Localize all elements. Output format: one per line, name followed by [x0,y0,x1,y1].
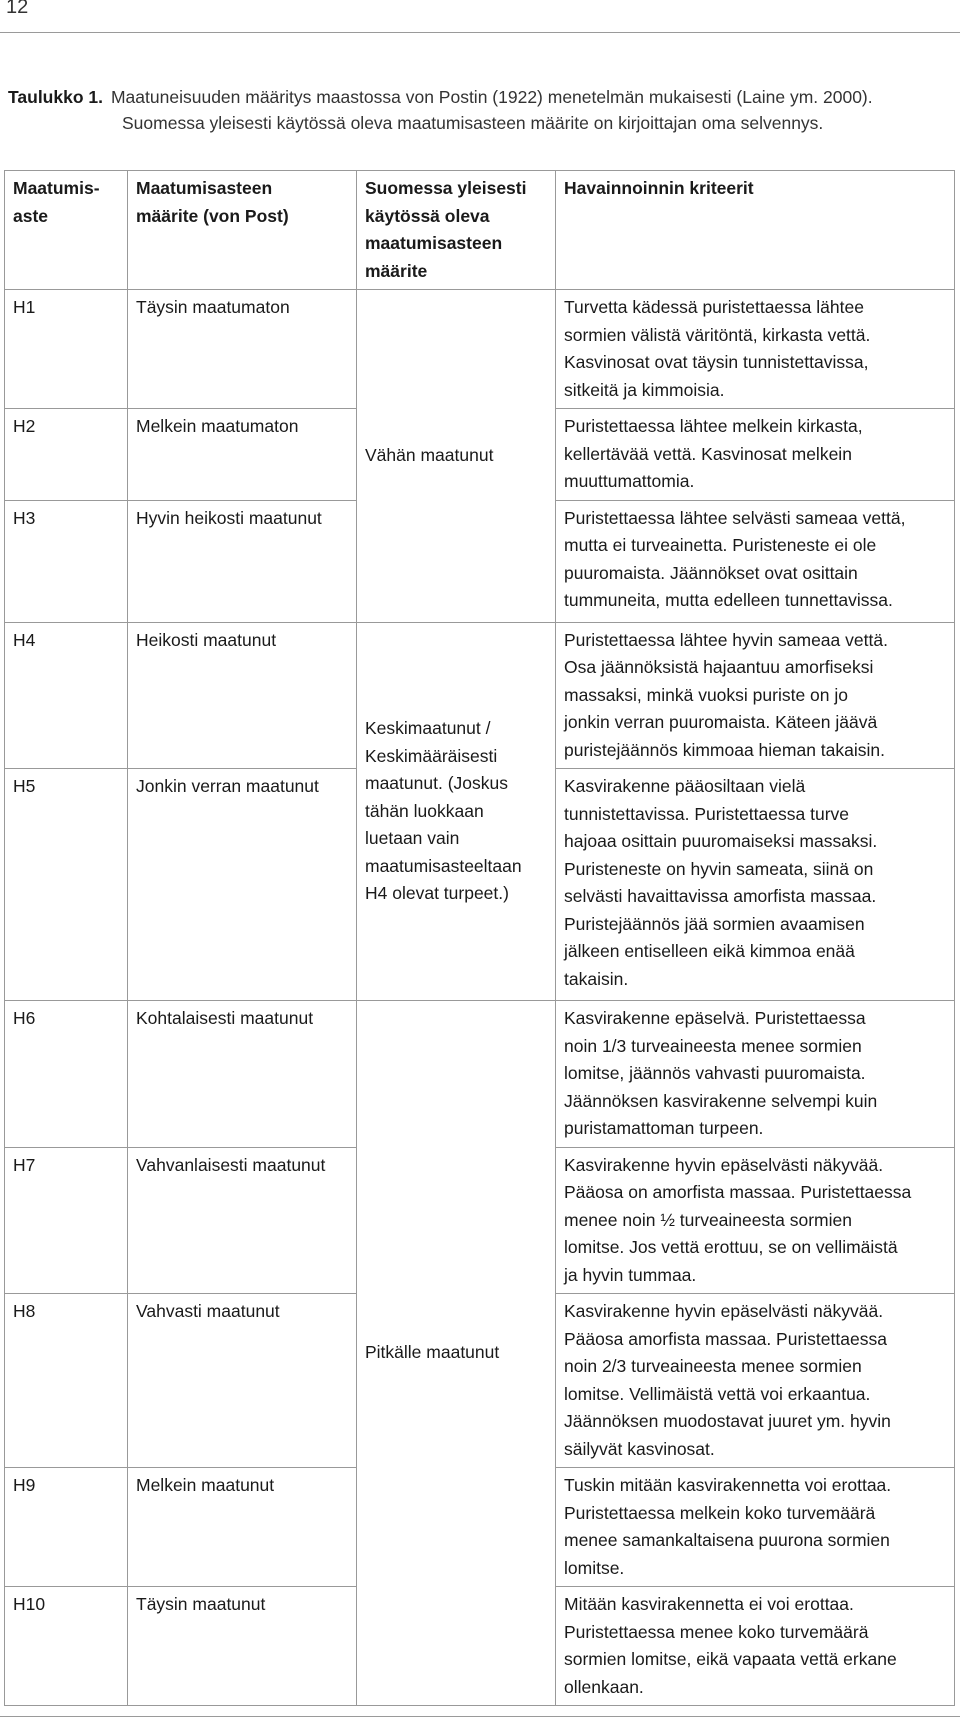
group-label-line: luetaan vain [365,828,460,848]
criteria-line: Puristeneste on hyvin sameata, siinä on [564,858,874,879]
caption-label: Taulukko 1. [8,87,103,107]
header-degree-line-1: Maatumis- [13,178,100,198]
table-caption [8,84,956,136]
degree-description: Jonkin verran maatunut [128,769,357,1001]
criteria-line: jälkeen entiselleen eikä kimmoa enää [564,941,855,961]
header-common-term-line-1: Suomessa yleisesti [365,178,527,198]
group-cell-low [357,290,556,623]
criteria-line: sormien lomitse, eikä vapaata vettä erkane [564,1649,897,1669]
header-common-term [357,171,556,290]
header-common-term-line-2: käytössä oleva [365,205,490,226]
group-label: Vähän maatunut [365,445,494,465]
degree-description: Täysin maatumaton [128,290,357,409]
criteria-line: lomitse. Jos vettä erottuu, se on vellimäistä [564,1237,898,1257]
criteria-line: Pääosa on amorfista massaa. Puristettaessa [564,1182,912,1202]
header-degree-line-2: aste [13,205,49,226]
degree-description: Vahvanlaisesti maatunut [128,1147,357,1294]
group-label-line: maatumisasteeltaan [365,855,522,876]
degree-description: Hyvin heikosti maatunut [128,500,357,622]
criteria-line: Puristettaessa menee koko turvemäärä [564,1621,869,1642]
caption-line-2: Suomessa yleisesti käytössä oleva maatumisasteen määrite on kirjoittajan oma selvennys. [122,113,824,133]
criteria-line: jonkin verran puuromaista. Käteen jäävä [564,712,878,732]
criteria-cell [556,622,955,769]
criteria-line: Kasvirakenne hyvin epäselvästi näkyvää. [564,1154,884,1175]
caption-line-1: Maatuneisuuden määritys maastossa von Postin (1922) menetelmän mukaisesti (Laine ym. 2000). [110,87,873,107]
criteria-cell [556,1468,955,1587]
criteria-line: Kasvirakenne epäselvä. Puristettaessa [564,1008,866,1028]
group-cell-medium [357,622,556,1001]
criteria-line: puristejäännös kimmoaa hieman takaisin. [564,739,885,760]
criteria-line: lomitse, jäännös vahvasti puuromaista. [564,1063,866,1083]
criteria-cell [556,1587,955,1706]
header-von-post-line-1: Maatumisasteen [136,178,273,198]
degree-code: H1 [5,290,128,409]
degree-code: H7 [5,1147,128,1294]
criteria-line: menee samankaltaisena puurona sormien [564,1530,890,1550]
criteria-line: puuromaista. Jäännökset ovat osittain [564,562,858,583]
criteria-line: Jäännöksen muodostavat juuret ym. hyvin [564,1411,891,1431]
criteria-line: sitkeitä ja kimmoisia. [564,379,725,400]
degree-code: H4 [5,622,128,769]
criteria-line: Tuskin mitään kasvirakennetta voi erottaa. [564,1475,892,1495]
criteria-line: selvästi havaittavissa amorfista massaa. [564,886,877,906]
degree-description: Heikosti maatunut [128,622,357,769]
degree-code: H2 [5,409,128,501]
criteria-line: tunnistettavissa. Puristettaessa turve [564,803,849,824]
criteria-cell [556,1001,955,1148]
table-row [5,290,955,409]
criteria-line: lomitse. Vellimäistä vettä voi erkaantua. [564,1383,871,1404]
criteria-line: Jäännöksen kasvirakenne selvempi kuin [564,1090,878,1111]
degree-code: H5 [5,769,128,1001]
table-header-row [5,171,955,290]
criteria-line: ja hyvin tummaa. [564,1264,697,1285]
degree-description: Täysin maatunut [128,1587,357,1706]
criteria-line: sormien välistä väritöntä, kirkasta vettä. [564,324,871,345]
header-degree [5,171,128,290]
degree-code: H10 [5,1587,128,1706]
degree-code: H6 [5,1001,128,1148]
criteria-line: Kasvirakenne pääosiltaan vielä [564,776,806,796]
criteria-line: massaksi, minkä vuoksi puriste on jo [564,684,848,705]
criteria-line: säilyvät kasvinosat. [564,1438,715,1459]
degree-description: Melkein maatumaton [128,409,357,501]
criteria-line: kellertävää vettä. Kasvinosat melkein [564,443,852,464]
group-label-line: tähän luokkaan [365,800,484,821]
criteria-line: Mitään kasvirakennetta ei voi erottaa. [564,1594,854,1614]
degree-description: Melkein maatunut [128,1468,357,1587]
group-label-line: H4 olevat turpeet.) [365,883,509,903]
degree-description: Kohtalaisesti maatunut [128,1001,357,1148]
criteria-line: puristamattoman turpeen. [564,1118,764,1138]
criteria-cell [556,409,955,501]
criteria-cell [556,290,955,409]
criteria-line: menee noin ½ turveaineesta sormien [564,1209,852,1230]
criteria-cell [556,1147,955,1294]
header-common-term-line-3: maatumisasteen [365,233,503,253]
header-criteria: Havainnoinnin kriteerit [556,171,955,290]
group-label-line: Keskimaatunut / [365,718,491,738]
criteria-cell [556,1294,955,1468]
criteria-cell [556,500,955,622]
criteria-line: mutta ei turveainetta. Puristeneste ei ole [564,535,877,555]
group-label: Pitkälle maatunut [365,1342,500,1363]
table-row [5,1001,955,1148]
page-number: 12 [6,0,29,18]
criteria-line: Puristejäännös jää sormien avaamisen [564,913,865,934]
degree-code: H3 [5,500,128,622]
criteria-line: takaisin. [564,968,629,989]
footer-rule [0,1716,960,1717]
group-label-line: maatunut. (Joskus [365,773,508,793]
criteria-line: Osa jäännöksistä hajaantuu amorfiseksi [564,657,874,677]
criteria-line: Kasvinosat ovat täysin tunnistettavissa, [564,352,869,372]
criteria-line: Puristettaessa lähtee melkein kirkasta, [564,416,863,436]
criteria-line: Puristettaessa melkein koko turvemäärä [564,1502,876,1523]
header-von-post [128,171,357,290]
degree-code: H8 [5,1294,128,1468]
header-rule [0,32,960,33]
header-von-post-line-2: määrite (von Post) [136,205,289,226]
criteria-line: muuttumattomia. [564,471,695,491]
criteria-line: noin 1/3 turveaineesta menee sormien [564,1035,862,1056]
decomposition-table [4,170,955,1706]
degree-description: Vahvasti maatunut [128,1294,357,1468]
criteria-cell [556,769,955,1001]
criteria-line: noin 2/3 turveaineesta menee sormien [564,1356,862,1376]
header-common-term-line-4: määrite [365,260,428,281]
criteria-line: Puristettaessa lähtee selvästi sameaa vettä, [564,507,906,528]
degree-code: H9 [5,1468,128,1587]
criteria-line: ollenkaan. [564,1676,644,1697]
criteria-line: Turvetta kädessä puristettaessa lähtee [564,297,864,317]
criteria-line: Kasvirakenne hyvin epäselvästi näkyvää. [564,1301,884,1321]
group-cell-high [357,1001,556,1706]
criteria-line: Puristettaessa lähtee hyvin sameaa vettä. [564,629,888,650]
criteria-line: lomitse. [564,1557,625,1578]
criteria-line: Pääosa amorfista massaa. Puristettaessa [564,1328,887,1349]
group-label-line: Keskimääräisesti [365,745,498,766]
criteria-line: hajoaa osittain puuromaiseksi massaksi. [564,831,878,851]
table-row [5,622,955,769]
criteria-line: tummuneita, mutta edelleen tunnettavissa. [564,590,893,610]
